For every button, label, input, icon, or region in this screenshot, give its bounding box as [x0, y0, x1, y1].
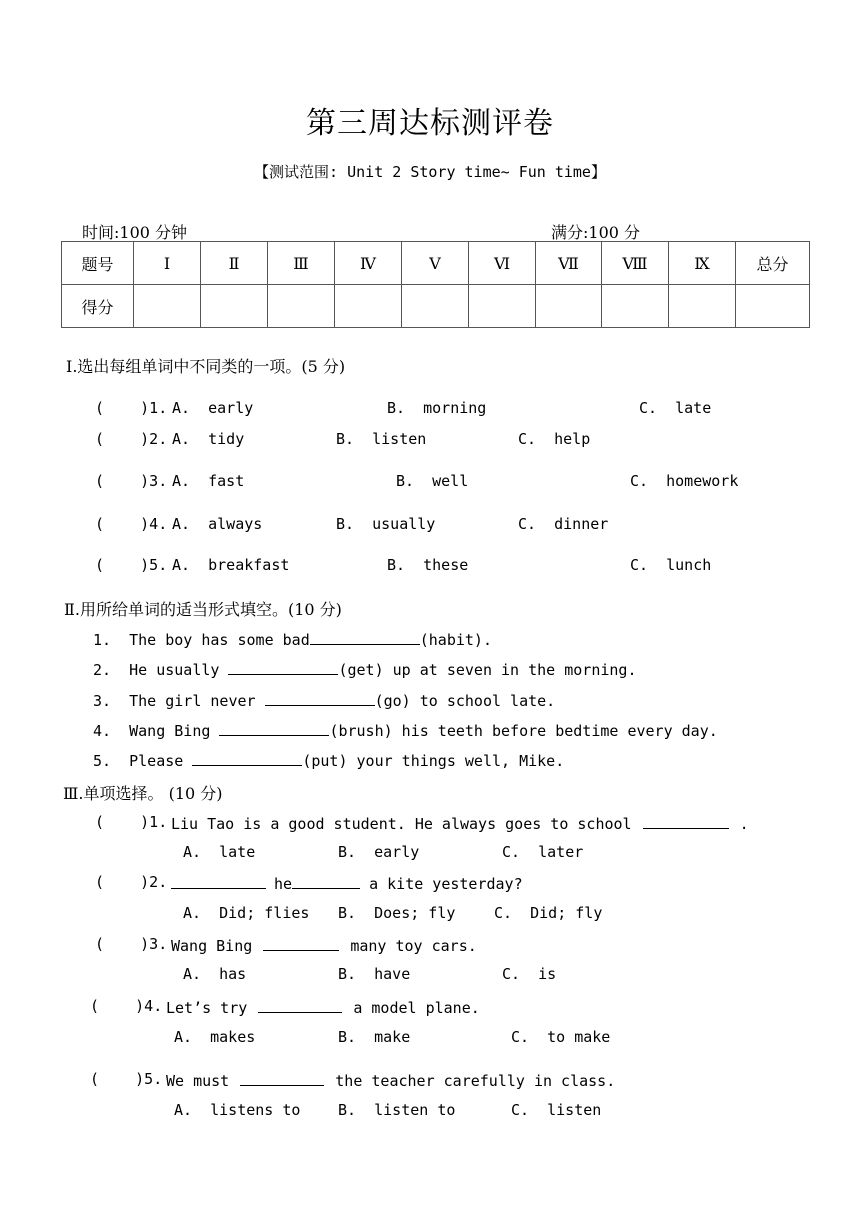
score-cell-2[interactable]	[201, 285, 268, 328]
s1-q4-option-c: C. dinner	[518, 515, 609, 533]
s3-q5-answer-blank[interactable]	[240, 1070, 324, 1086]
section-3-heading: Ⅲ.单项选择。 (10 分)	[63, 784, 223, 803]
score-table-score-row	[62, 285, 810, 328]
s2-q3-hint: (go) to school late.	[374, 692, 556, 710]
s3-q1-stem-end: .	[730, 815, 749, 833]
header-cell-5: Ⅴ	[402, 242, 469, 285]
header-cell-4: Ⅳ	[335, 242, 402, 285]
score-cell-total[interactable]	[736, 285, 810, 328]
s1-q2-option-c: C. help	[518, 430, 591, 448]
s2-q3-answer-blank[interactable]	[265, 690, 375, 706]
score-cell-6[interactable]	[469, 285, 536, 328]
s3-q1-stem-text: Liu Tao is a good student. He always goes to school	[171, 815, 632, 833]
header-cell-8: Ⅷ	[602, 242, 669, 285]
score-cell-1[interactable]	[134, 285, 201, 328]
s2-q1-prompt: 1. The boy has some bad	[93, 631, 310, 649]
s2-q3	[93, 690, 555, 710]
s3-q5-stem	[166, 1070, 615, 1090]
s2-q2-hint: (get) up at seven in the morning.	[338, 661, 637, 679]
s1-q4-option-a: A. always	[172, 515, 263, 533]
s3-q2-option-a: A. Did; flies	[183, 904, 310, 922]
s1-q5-option-c: C. lunch	[630, 556, 712, 574]
s2-q2	[93, 659, 636, 679]
section-2-heading: Ⅱ.用所给单词的适当形式填空。(10 分)	[64, 600, 342, 619]
s1-q3-option-c: C. homework	[630, 472, 739, 490]
s3-q1-number: ( )1.	[95, 813, 168, 831]
s1-q1-option-b: B. morning	[387, 399, 487, 417]
s1-q5-number: ( )5.	[95, 556, 168, 574]
s1-q3-number: ( )3.	[95, 472, 168, 490]
s2-q5-hint: (put) your things well, Mike.	[302, 752, 565, 770]
s3-q3-number: ( )3.	[95, 935, 168, 953]
s3-q5-option-a: A. listens to	[174, 1101, 301, 1119]
s3-q4-option-b: B. make	[338, 1028, 411, 1046]
s2-q1	[93, 629, 492, 649]
s3-q5-stem-end: the teacher carefully in class.	[326, 1072, 616, 1090]
s3-q3-stem-end: many toy cars.	[341, 937, 477, 955]
header-cell-2: Ⅱ	[201, 242, 268, 285]
s1-q2-option-b: B. listen	[336, 430, 427, 448]
score-cell-5[interactable]	[402, 285, 469, 328]
s1-q3-option-b: B. well	[396, 472, 469, 490]
section-1-heading: Ⅰ.选出每组单词中不同类的一项。(5 分)	[66, 357, 346, 376]
s3-q4-option-a: A. makes	[174, 1028, 256, 1046]
s1-q1-number: ( )1.	[95, 399, 168, 417]
score-cell-9[interactable]	[669, 285, 736, 328]
header-cell-total: 总分	[736, 242, 810, 285]
s2-q4-answer-blank[interactable]	[219, 720, 329, 736]
s3-q4-stem	[166, 997, 480, 1017]
test-scope	[0, 161, 860, 182]
s2-q5-answer-blank[interactable]	[192, 750, 302, 766]
time-limit: 时间:100 分钟	[82, 223, 188, 242]
s2-q4	[93, 720, 718, 740]
s1-q2-option-a: A. tidy	[172, 430, 245, 448]
s3-q4-number: ( )4.	[90, 997, 163, 1015]
s3-q2-answer-blank-1[interactable]	[171, 873, 266, 889]
s3-q2-number: ( )2.	[95, 873, 168, 891]
s2-q2-prompt: 2. He usually	[93, 661, 229, 679]
s3-q3-stem-text: Wang Bing	[171, 937, 253, 955]
header-cell-1: Ⅰ	[134, 242, 201, 285]
s3-q2-option-c: C. Did; fly	[494, 904, 603, 922]
s1-q4-option-b: B. usually	[336, 515, 436, 533]
s2-q4-prompt: 4. Wang Bing	[93, 722, 220, 740]
s1-q5-option-a: A. breakfast	[172, 556, 290, 574]
s1-q2-number: ( )2.	[95, 430, 168, 448]
s3-q1-option-c: C. later	[502, 843, 584, 861]
s1-q5-option-b: B. these	[387, 556, 469, 574]
s2-q1-hint: (habit).	[419, 631, 492, 649]
s3-q5-stem-text: We must	[166, 1072, 230, 1090]
s2-q5	[93, 750, 564, 770]
s3-q5-number: ( )5.	[90, 1070, 163, 1088]
s3-q3-option-c: C. is	[502, 965, 557, 983]
s1-q1-option-c: C. late	[639, 399, 712, 417]
s3-q4-answer-blank[interactable]	[258, 997, 342, 1013]
score-row-label: 得分	[62, 285, 134, 328]
test-scope-text: 【测试范围: Unit 2 Story time~ Fun time】	[254, 163, 606, 181]
full-mark: 满分:100 分	[551, 223, 641, 242]
s1-q4-number: ( )4.	[95, 515, 168, 533]
header-cell-label: 题号	[62, 242, 134, 285]
s1-q1-option-a: A. early	[172, 399, 254, 417]
header-cell-6: Ⅵ	[469, 242, 536, 285]
score-cell-4[interactable]	[335, 285, 402, 328]
s3-q2-stem-end: a kite yesterday?	[360, 875, 523, 893]
s3-q2-stem	[171, 873, 523, 893]
s3-q3-option-a: A. has	[183, 965, 247, 983]
s2-q2-answer-blank[interactable]	[228, 659, 338, 675]
header-cell-9: Ⅸ	[669, 242, 736, 285]
s3-q3-stem	[171, 935, 477, 955]
score-table	[61, 241, 810, 328]
s3-q1-option-b: B. early	[338, 843, 420, 861]
s2-q3-prompt: 3. The girl never	[93, 692, 265, 710]
s3-q3-option-b: B. have	[338, 965, 411, 983]
s2-q1-answer-blank[interactable]	[310, 629, 420, 645]
s1-q3-option-a: A. fast	[172, 472, 245, 490]
s3-q2-stem-mid: he	[274, 875, 293, 893]
s3-q4-option-c: C. to make	[511, 1028, 611, 1046]
s3-q5-option-b: B. listen to	[338, 1101, 456, 1119]
score-cell-7[interactable]	[536, 285, 602, 328]
s2-q5-prompt: 5. Please	[93, 752, 193, 770]
s3-q4-stem-text: Let’s try	[166, 999, 248, 1017]
s3-q1-stem	[171, 813, 749, 833]
s3-q3-answer-blank[interactable]	[263, 935, 339, 951]
s3-q1-option-a: A. late	[183, 843, 256, 861]
s3-q1-answer-blank[interactable]	[643, 813, 729, 829]
s3-q2-answer-blank-2[interactable]	[292, 873, 360, 889]
s3-q2-option-b: B. Does; fly	[338, 904, 456, 922]
header-cell-3: Ⅲ	[268, 242, 335, 285]
page-title: 第三周达标测评卷	[306, 106, 554, 141]
score-table-header-row	[62, 242, 810, 285]
header-cell-7: Ⅶ	[536, 242, 602, 285]
s3-q4-stem-end: a model plane.	[344, 999, 480, 1017]
score-cell-8[interactable]	[602, 285, 669, 328]
score-cell-3[interactable]	[268, 285, 335, 328]
s3-q5-option-c: C. listen	[511, 1101, 602, 1119]
s2-q4-hint: (brush) his teeth before bedtime every day.	[329, 722, 718, 740]
